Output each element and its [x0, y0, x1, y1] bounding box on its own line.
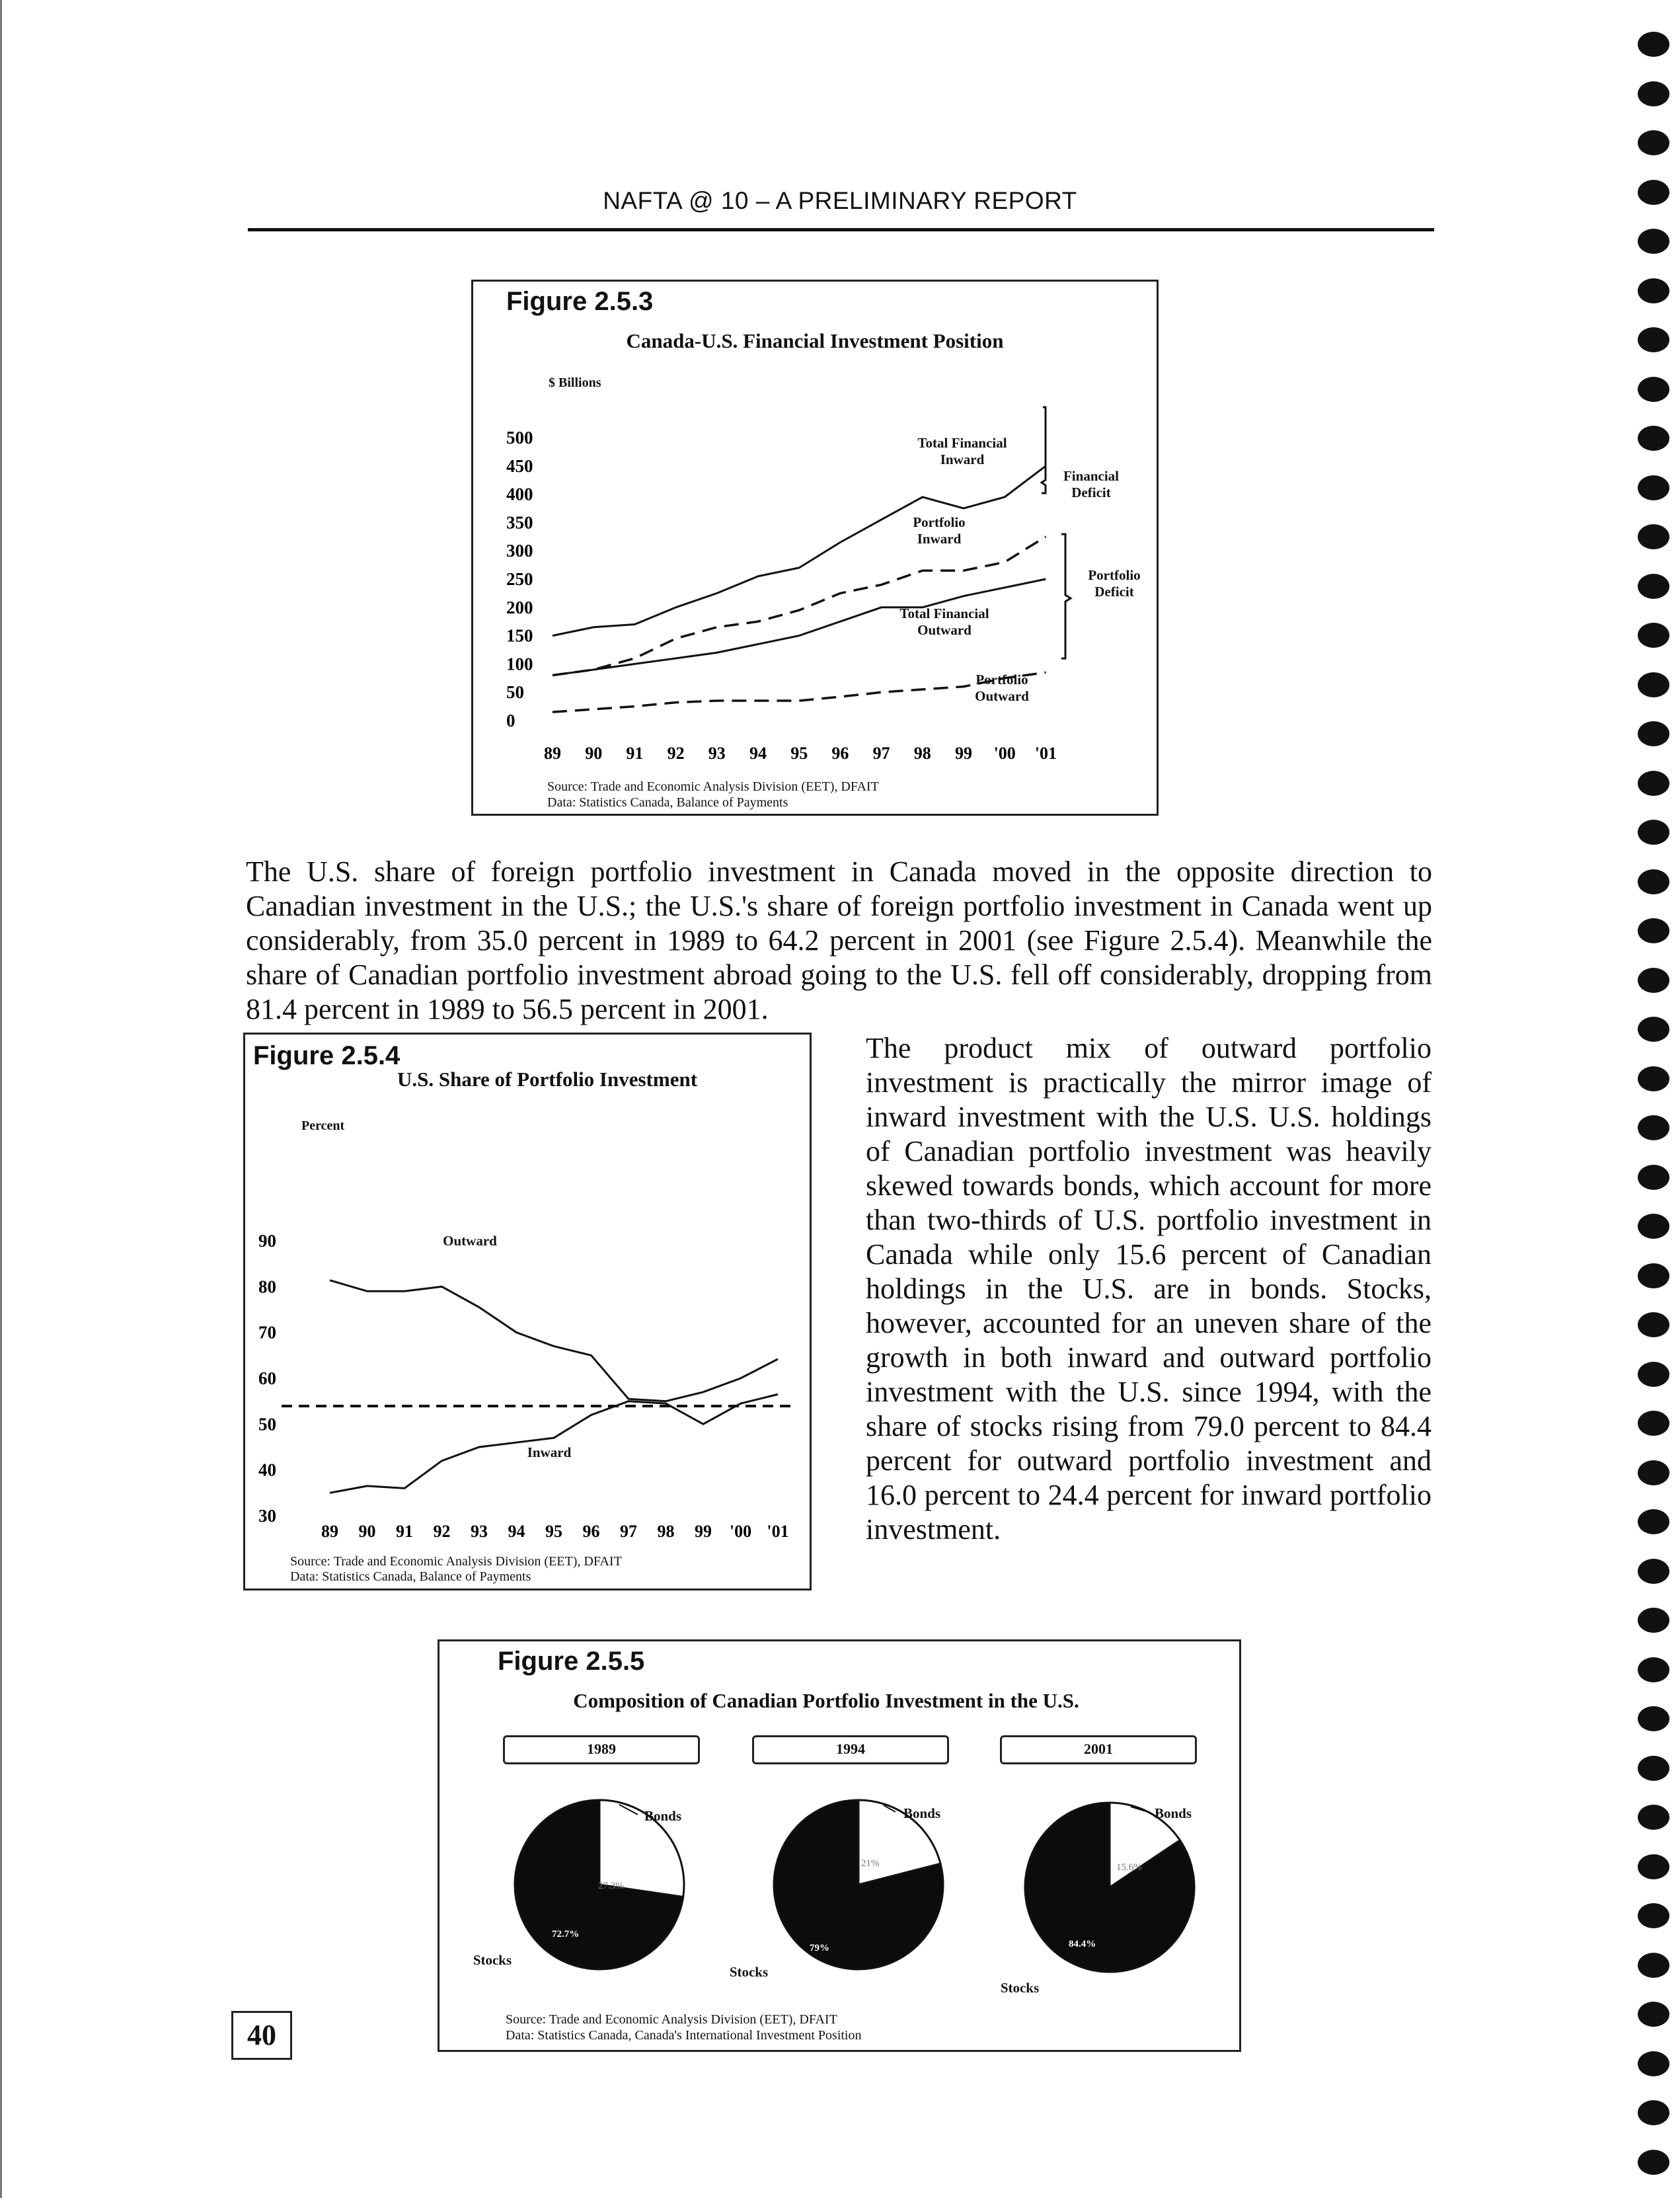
binder-hole	[1638, 475, 1669, 500]
binder-hole	[1638, 1903, 1669, 1928]
figure-data-note: Data: Statistics Canada, Canada's International Investment Position	[506, 2028, 862, 2043]
binder-hole	[1638, 2051, 1669, 2076]
y-tick-label: 500	[506, 428, 533, 448]
x-tick-label: 95	[790, 744, 808, 763]
figure-2-5-3	[471, 280, 1159, 816]
pie-year-2001: 2001	[1000, 1735, 1197, 1764]
figure-label: Figure 2.5.4	[253, 1041, 401, 1070]
pie-1994-stocks-value: 79%	[810, 1943, 829, 1953]
label-total-financial-inward: Total Financial Inward	[917, 435, 1007, 467]
binder-hole	[1638, 1509, 1669, 1534]
binder-hole	[1638, 1263, 1669, 1288]
x-tick-label: 98	[913, 744, 931, 763]
figure-title: Composition of Canadian Portfolio Investment in the U.S.	[573, 1689, 1079, 1712]
binder-hole	[1638, 623, 1669, 648]
figure-data-note: Data: Statistics Canada, Balance of Payments	[290, 1569, 531, 1584]
chart-253	[473, 282, 1157, 814]
body-paragraph-1: The U.S. share of foreign portfolio investment in Canada moved in the opposite direction to Canadian investment in the U.S.; the U.S.'s share of foreign portfolio investment in Canada went up considerably, from 35.0 percent in 1989 to 64.2 percent in 2001 (see Figure 2.5.4). Meanwhile the share of Canadian portfolio investment abroad going to the U.S. fell off considerably, dropping from 81.4 percent in 1989 to 56.5 percent in 2001.	[246, 855, 1432, 1025]
binder-hole	[1638, 1411, 1669, 1436]
pie-year-1994: 1994	[752, 1735, 949, 1764]
binder-hole	[1638, 918, 1669, 943]
pie-2001-bonds-value: 15.6%	[1116, 1862, 1142, 1873]
figure-2-5-4	[243, 1033, 812, 1590]
series-line-outward	[330, 1280, 778, 1401]
figure-source: Source: Trade and Economic Analysis Division (EET), DFAIT	[290, 1554, 622, 1569]
x-tick-label: 93	[708, 744, 726, 763]
y-tick-label: 30	[258, 1506, 276, 1526]
x-tick-label: 96	[582, 1522, 600, 1541]
binder-hole	[1638, 278, 1669, 303]
label-portfolio-inward: Portfolio Inward	[913, 514, 966, 547]
figure-label: Figure 2.5.5	[498, 1647, 645, 1676]
x-tick-label: 89	[544, 744, 561, 763]
page-number: 40	[231, 2011, 292, 2060]
y-axis-unit: $ Billions	[549, 375, 601, 390]
x-tick-label: 93	[471, 1522, 488, 1541]
binder-hole	[1638, 1559, 1669, 1584]
y-tick-label: 60	[258, 1368, 276, 1388]
label-portfolio-outward: Portfolio Outward	[975, 672, 1029, 704]
binder-hole	[1638, 1657, 1669, 1682]
binder-hole	[1638, 1362, 1669, 1387]
binder-hole	[1638, 869, 1669, 894]
figure-title: U.S. Share of Portfolio Investment	[397, 1068, 698, 1091]
x-tick-label: '00	[993, 744, 1016, 763]
pie-1994-stocks-label: Stocks	[729, 1964, 769, 1980]
y-tick-label: 250	[506, 569, 533, 589]
binder-hole	[1638, 2100, 1669, 2125]
header-rule	[248, 228, 1434, 231]
x-tick-label: 89	[321, 1522, 338, 1541]
binder-hole	[1638, 1312, 1669, 1337]
binder-hole	[1638, 2002, 1669, 2027]
pie-2001-stocks-value: 84.4%	[1069, 1939, 1096, 1949]
binder-hole	[1638, 721, 1669, 746]
x-tick-label: 92	[433, 1522, 451, 1541]
binder-hole	[1638, 1854, 1669, 1879]
binder-hole	[1638, 1706, 1669, 1731]
y-tick-label: 350	[506, 512, 533, 533]
binder-hole	[1638, 81, 1669, 106]
x-tick-label: 97	[872, 744, 890, 763]
binder-hole	[1638, 1608, 1669, 1633]
binder-hole	[1638, 229, 1669, 254]
x-tick-label: 99	[695, 1522, 712, 1541]
pie-1989-bonds-label: Bonds	[644, 1808, 682, 1824]
figure-data-note: Data: Statistics Canada, Balance of Payments	[547, 795, 788, 810]
binder-hole	[1638, 1214, 1669, 1239]
binder-hole	[1638, 968, 1669, 993]
binder-hole	[1638, 1165, 1669, 1190]
x-tick-label: 90	[585, 744, 603, 763]
pie-2001-bonds-label: Bonds	[1154, 1805, 1192, 1821]
running-header: NAFTA @ 10 – A PRELIMINARY REPORT	[603, 187, 1077, 214]
x-tick-label: 92	[667, 744, 685, 763]
x-tick-label: 91	[626, 744, 644, 763]
label-outward: Outward	[443, 1233, 497, 1249]
binder-hole	[1638, 426, 1669, 451]
binder-hole	[1638, 180, 1669, 205]
binder-hole	[1638, 1017, 1669, 1042]
binder-hole	[1638, 574, 1669, 599]
x-tick-label: 99	[955, 744, 972, 763]
figure-source: Source: Trade and Economic Analysis Division (EET), DFAIT	[547, 779, 879, 794]
figure-title: Canada-U.S. Financial Investment Position	[626, 329, 1004, 352]
y-tick-label: 80	[258, 1276, 276, 1297]
binder-hole	[1638, 1115, 1669, 1140]
x-tick-label: '01	[1034, 744, 1057, 763]
y-tick-label: 450	[506, 455, 533, 476]
binder-hole	[1638, 1953, 1669, 1978]
financial-deficit-bracket	[1042, 407, 1046, 493]
binder-hole	[1638, 771, 1669, 796]
x-tick-label: 95	[545, 1522, 562, 1541]
figure-source: Source: Trade and Economic Analysis Division (EET), DFAIT	[506, 2012, 837, 2027]
binder-hole	[1638, 327, 1669, 352]
y-tick-label: 50	[506, 682, 524, 703]
pie-2001-stocks-label: Stocks	[1000, 1980, 1040, 1996]
x-tick-label: '01	[767, 1522, 789, 1541]
binder-hole	[1638, 377, 1669, 402]
binder-hole	[1638, 32, 1669, 57]
pie-1989-bonds-value: 27.3%	[598, 1881, 624, 1891]
binder-hole	[1638, 524, 1669, 549]
chart-254	[245, 1035, 810, 1589]
binder-hole	[1638, 820, 1669, 845]
binder-hole	[1638, 1805, 1669, 1830]
y-tick-label: 300	[506, 541, 533, 561]
y-tick-label: 70	[258, 1322, 276, 1343]
label-portfolio-deficit: Portfolio Deficit	[1088, 567, 1141, 600]
body-paragraph-2: The product mix of outward portfolio investment is practically the mirror image of inward investment with the U.S. U.S. holdings of Canadian portfolio investment was heavily skewed towards bonds, which account for more than two-thirds of U.S. portfolio investment in Canada while only 15.6 percent of Canadian holdings in the U.S. are in bonds. Stocks, however, accounted for an uneven share of the growth in both inward and outward portfolio investment with the U.S. since 1994, with the share of stocks rising from 79.0 percent to 84.4 percent for outward portfolio investment and 16.0 percent to 24.4 percent for inward portfolio investment.	[866, 1032, 1432, 1546]
pie-charts	[439, 1641, 1239, 2050]
y-tick-label: 400	[506, 484, 533, 504]
y-tick-label: 200	[506, 597, 533, 617]
x-tick-label: 98	[657, 1522, 675, 1541]
y-tick-label: 0	[506, 711, 515, 730]
binder-hole	[1638, 672, 1669, 697]
x-tick-label: '00	[729, 1522, 752, 1541]
x-tick-label: 96	[831, 744, 849, 763]
y-tick-label: 150	[506, 625, 533, 646]
label-inward: Inward	[527, 1444, 572, 1460]
figure-label: Figure 2.5.3	[506, 287, 654, 316]
x-tick-label: 94	[508, 1522, 525, 1541]
y-tick-label: 40	[258, 1460, 276, 1480]
pie-1994-bonds-value: 21%	[861, 1858, 880, 1869]
label-total-financial-outward: Total Financial Outward	[899, 606, 989, 638]
y-axis-unit: Percent	[301, 1119, 345, 1133]
pie-1989-stocks-value: 72.7%	[552, 1929, 580, 1940]
binder-hole	[1638, 1066, 1669, 1091]
x-tick-label: 90	[358, 1522, 376, 1541]
x-tick-label: 97	[620, 1522, 637, 1541]
y-tick-label: 50	[258, 1414, 276, 1434]
binder-hole	[1638, 2150, 1669, 2175]
label-financial-deficit: Financial Deficit	[1063, 468, 1119, 500]
pie-1989-stocks-label: Stocks	[473, 1952, 512, 1968]
y-tick-label: 90	[258, 1231, 276, 1251]
x-tick-label: 91	[396, 1522, 413, 1541]
pie-year-1989: 1989	[503, 1735, 700, 1764]
portfolio-deficit-bracket	[1061, 534, 1071, 658]
figure-2-5-5	[438, 1639, 1241, 2052]
binder-hole	[1638, 1756, 1669, 1781]
pie-1994-bonds-label: Bonds	[903, 1805, 941, 1821]
binder-hole	[1638, 130, 1669, 155]
y-tick-label: 100	[506, 654, 533, 674]
x-tick-label: 94	[749, 744, 767, 763]
binder-hole	[1638, 1460, 1669, 1485]
scan-edge	[0, 0, 2, 2198]
series-line-inward	[330, 1394, 778, 1493]
